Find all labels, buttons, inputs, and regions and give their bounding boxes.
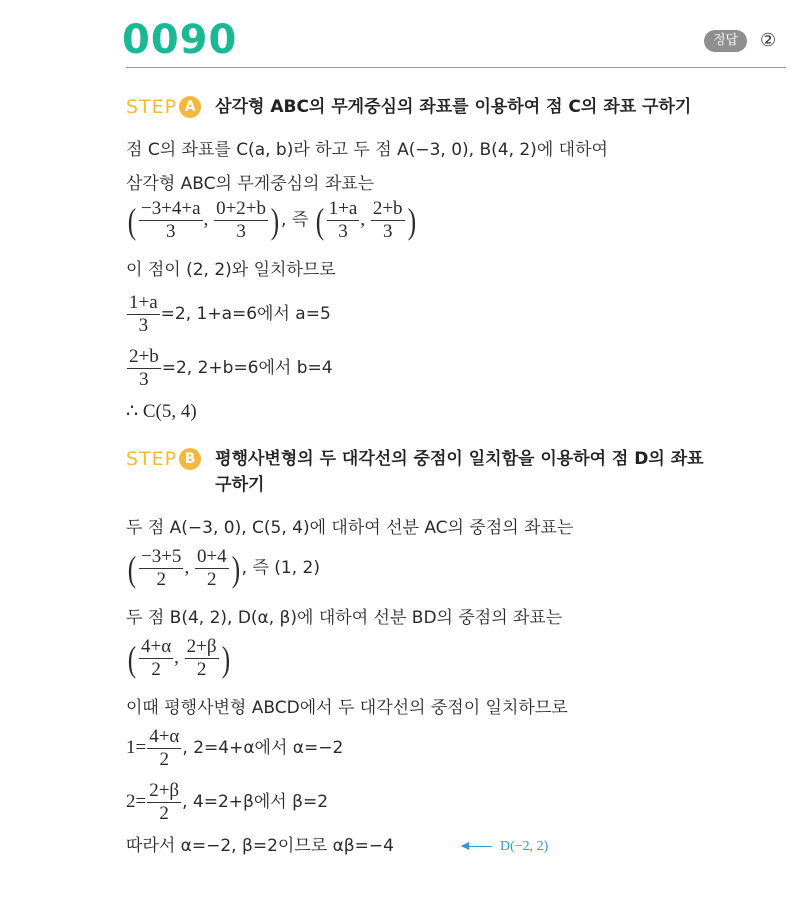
fraction: $\frac{1+a}{3}$	[129, 292, 158, 336]
problem-number: 0090	[122, 17, 238, 63]
fraction: $\frac{-3+4+a}{3}$	[141, 198, 201, 242]
answer-value: ②	[760, 30, 777, 51]
step-b-line-3: 두 점 B(4, 2), D(α, β)에 대하여 선분 BD의 중점의 좌표는	[126, 608, 563, 628]
step-a-centroid-formula: ( $\frac{-3+4+a}{3}$ , $\frac{0+2+b}{3}$ ) , 즉 ( $\frac{1+a}{3}$ , $\frac{2+b}{3}$ )	[127, 198, 416, 242]
step-a-title: 삼각형 ABC의 무게중심의 좌표를 이용하여 점 C의 좌표 구하기	[215, 97, 692, 117]
step-b-heading	[126, 446, 755, 498]
fraction: $\frac{4+\alpha}{2}$	[149, 726, 180, 770]
step-a-line-2: 삼각형 ABC의 무게중심의 좌표는	[126, 174, 375, 194]
fraction: $\frac{-3+5}{2}$	[141, 546, 182, 590]
step-b-title: 평행사변형의 두 대각선의 중점이 일치함을 이용하여 점 D의 좌표 구하기	[215, 449, 704, 495]
step-b-equation-beta: 2= $\frac{2+\beta}{2}$ , 4=2+β에서 β=2	[126, 780, 329, 824]
fraction: $\frac{4+\alpha}{2}$	[141, 636, 172, 680]
step-b-midpoint-ac: ( $\frac{-3+5}{2}$ , $\frac{0+4}{2}$ ) , 즉 (1, 2)	[127, 546, 320, 590]
step-a-line-4: 이 점이 (2, 2)와 일치하므로	[126, 260, 336, 280]
step-a-heading	[126, 94, 755, 120]
fraction: $\frac{0+4}{2}$	[196, 546, 227, 590]
step-a-word: STEP	[126, 96, 178, 118]
fraction: $\frac{2+b}{3}$	[129, 346, 159, 390]
step-b-word: STEP	[126, 448, 178, 470]
fraction: $\frac{2+\beta}{2}$	[186, 636, 217, 680]
arrow-left-icon	[462, 846, 492, 847]
header	[0, 0, 800, 72]
step-b-equation-alpha: 1= $\frac{4+\alpha}{2}$ , 2=4+α에서 α=−2	[126, 726, 344, 770]
step-a-badge: A	[179, 96, 201, 118]
divider	[126, 67, 786, 68]
answer-badge: 정답	[704, 30, 747, 52]
point-d-note: D(−2, 2)	[462, 836, 548, 858]
fraction: $\frac{0+2+b}{3}$	[216, 198, 267, 242]
step-a-equation-b: $\frac{2+b}{3}$ =2, 2+b=6에서 b=4	[129, 346, 333, 390]
step-b-conclusion: 따라서 α=−2, β=2이므로 αβ=−4	[126, 836, 394, 856]
step-a-line-1: 점 C의 좌표를 C(a, b)라 하고 두 점 A(−3, 0), B(4, 2)에 대하여	[126, 140, 608, 160]
step-b-line-5: 이때 평행사변형 ABCD에서 두 대각선의 중점이 일치하므로	[126, 698, 568, 718]
fraction: $\frac{2+\beta}{2}$	[149, 780, 180, 824]
step-a-result: ∴ C(5, 4)	[126, 401, 197, 422]
step-b-line-1: 두 점 A(−3, 0), C(5, 4)에 대하여 선분 AC의 중점의 좌표는	[126, 518, 574, 538]
fraction: $\frac{1+a}{3}$	[328, 198, 358, 242]
step-a-equation-a: $\frac{1+a}{3}$ =2, 1+a=6에서 a=5	[129, 292, 331, 336]
fraction: $\frac{2+b}{3}$	[372, 198, 403, 242]
step-b-midpoint-bd: ( $\frac{4+\alpha}{2}$ , $\frac{2+\beta}{2}$ )	[127, 636, 230, 680]
step-b-badge: B	[179, 448, 201, 470]
